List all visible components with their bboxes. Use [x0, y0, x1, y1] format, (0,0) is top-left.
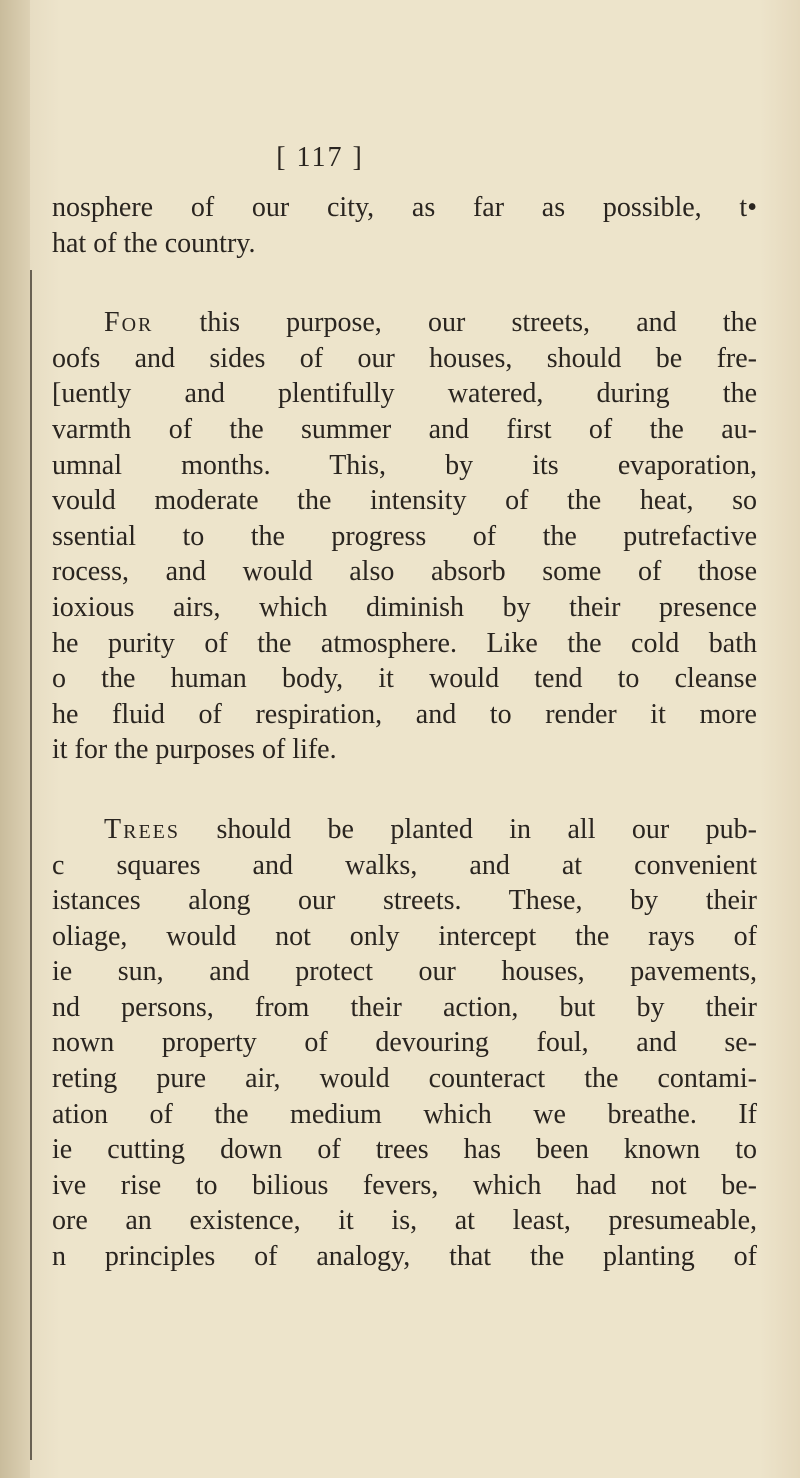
- text-line: umnal months. This, by its evaporation,: [52, 449, 757, 481]
- text-line: rocess, and would also absorb some of those: [52, 556, 757, 588]
- text-line: vould moderate the intensity of the heat, so: [52, 485, 757, 517]
- text-line: hat of the country.: [52, 227, 256, 259]
- text-line: c squares and walks, and at convenient: [52, 849, 757, 881]
- text-line: he fluid of respiration, and to render it more: [52, 698, 757, 730]
- text-line: oofs and sides of our houses, should be fre-: [52, 342, 757, 374]
- text-line: reting pure air, would counteract the contami-: [52, 1063, 757, 1095]
- text-line: nosphere of our city, as far as possible, t•: [52, 192, 757, 223]
- text-line: o the human body, it would tend to cleanse: [52, 663, 757, 695]
- lead-word: For: [104, 307, 154, 339]
- text-line: ie sun, and protect our houses, pavements,: [52, 956, 757, 988]
- text-line: nd persons, from their action, but by their: [52, 991, 757, 1023]
- text-line: istances along our streets. These, by their: [52, 885, 757, 917]
- paragraph-first-line: [52, 305, 757, 341]
- text-line: ation of the medium which we breathe. If: [52, 1098, 757, 1130]
- text-line: ie cutting down of trees has been known to: [52, 1134, 757, 1166]
- text-line: he purity of the atmosphere. Like the cold bath: [52, 627, 757, 659]
- body-text: [52, 190, 757, 1275]
- paragraph-first-line: [52, 812, 757, 848]
- text-line: nown property of devouring foul, and se-: [52, 1027, 757, 1059]
- text-line: it for the purposes of life.: [52, 734, 337, 766]
- text-line: oliage, would not only intercept the rays of: [52, 920, 757, 952]
- page-number: [ 117 ]: [276, 142, 364, 173]
- text-line: ssential to the progress of the putrefactive: [52, 520, 757, 552]
- text-line: ive rise to bilious fevers, which had not be-: [52, 1169, 757, 1201]
- text-line: [uently and plentifully watered, during the: [52, 378, 757, 410]
- text-line: should be planted in all our pub-: [180, 813, 757, 845]
- text-line: varmth of the summer and first of the au-: [52, 413, 757, 445]
- lead-word: Trees: [104, 813, 180, 845]
- binding-gutter: [0, 0, 30, 1478]
- text-line: ioxious airs, which diminish by their presence: [52, 591, 757, 623]
- text-line: this purpose, our streets, and the: [153, 307, 757, 339]
- margin-rule: [30, 270, 32, 1460]
- text-line: n principles of analogy, that the planting of: [52, 1241, 757, 1273]
- text-line: ore an existence, it is, at least, presumeable,: [52, 1205, 757, 1237]
